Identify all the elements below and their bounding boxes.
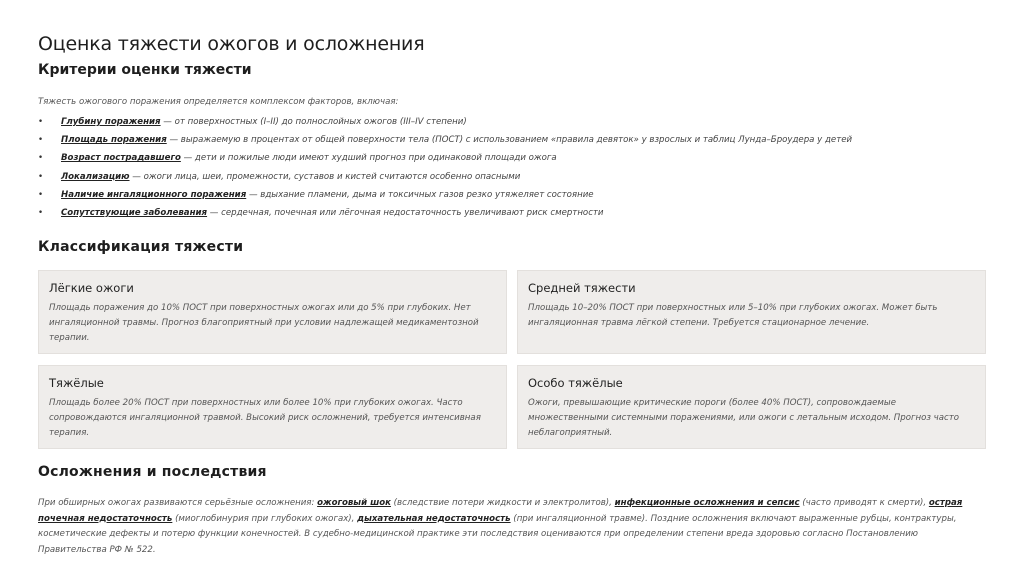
- card-text: Площадь 10–20% ПОСТ при поверхностных или 5–10% при глубоких ожогах. Может быть ингаляционная травма лёгкой степени. Требуется стационарное лечение.: [528, 303, 938, 328]
- comp-term: инфекционные осложнения и сепсис: [614, 498, 800, 508]
- bullet-icon: •: [38, 207, 44, 218]
- comp-text-part: (часто приводят к смерти),: [799, 498, 929, 508]
- comp-text-part: (вследствие потери жидкости и электролитов),: [390, 498, 615, 508]
- list-item: [38, 134, 988, 146]
- factors-list: [38, 116, 988, 219]
- factor-desc: — дети и пожилые люди имеют худший прогноз при одинаковой площади ожога: [180, 153, 557, 164]
- list-item: [38, 207, 988, 219]
- bullet-icon: •: [38, 171, 44, 182]
- factor-desc: — от поверхностных (I–II) до полнослойных ожогов (III–IV степени): [160, 117, 467, 127]
- card-title: Особо тяжёлые: [528, 376, 623, 390]
- severity-card-moderate: [517, 270, 986, 354]
- card-text: Площадь более 20% ПОСТ при поверхностных или более 10% при глубоких ожогах. Часто сопровождаются ингаляционной травмой. Высокий риск осложнений, требуется интенсивная терапия.: [49, 398, 481, 438]
- comp-term: ожоговый шок: [317, 498, 391, 508]
- factor-desc: — вдыхание пламени, дыма и токсичных газов резко утяжеляет состояние: [246, 189, 594, 200]
- factor-desc: — выражаемую в процентах от общей поверхности тела (ПОСТ) с использованием «правила девяток» у взрослых и таблиц Лунда–Броудера у детей: [166, 135, 853, 146]
- comp-term: дыхательная недостаточность: [357, 513, 511, 524]
- severity-card-critical: [517, 365, 986, 449]
- bullet-icon: •: [38, 153, 44, 164]
- list-item: [38, 171, 988, 183]
- comp-term: острая почечная недостаточность: [38, 498, 963, 524]
- factor-term: Площадь поражения: [61, 135, 167, 146]
- comp-text-part: При обширных ожогах развиваются серьёзные осложнения:: [38, 498, 318, 508]
- slide: [38, 30, 988, 555]
- factor-term: Сопутствующие заболевания: [61, 207, 208, 218]
- bullet-icon: •: [38, 117, 44, 127]
- page-title: Оценка тяжести ожогов и осложнения: [38, 33, 425, 55]
- complications-heading: Осложнения и последствия: [38, 464, 267, 480]
- factor-term: Возраст пострадавшего: [61, 153, 181, 164]
- card-text: Ожоги, превышающие критические пороги (более 40% ПОСТ), сопровождаемые множественными системными поражениями, или ожоги с летальным исходом. Прогноз часто неблагоприятный.: [528, 398, 960, 438]
- intro-text: Тяжесть ожогового поражения определяется комплексом факторов, включая:: [38, 97, 399, 107]
- card-text: Площадь поражения до 10% ПОСТ при поверхностных ожогах или до 5% при глубоких. Нет ингаляционной травмы. Прогноз благоприятный при условии надлежащей медикаментозной терапии.: [49, 303, 479, 343]
- factor-term: Наличие ингаляционного поражения: [61, 189, 247, 200]
- card-title: Тяжёлые: [49, 376, 104, 390]
- list-item: [38, 189, 988, 201]
- card-title: Лёгкие ожоги: [49, 281, 134, 295]
- bullet-icon: •: [38, 189, 44, 200]
- card-title: Средней тяжести: [528, 281, 636, 295]
- list-item: [38, 152, 988, 164]
- factor-term: Локализацию: [61, 171, 130, 182]
- severity-card-severe: [38, 365, 507, 449]
- factor-term: Глубину поражения: [61, 117, 161, 127]
- page-subtitle: Критерии оценки тяжести: [38, 62, 252, 78]
- classification-heading: Классификация тяжести: [38, 239, 244, 255]
- comp-text-part: (при ингаляционной травме). Поздние осложнения включают выраженные рубцы, контрактуры, косметические дефекты и потерю функции конечностей. В судебно-медицинской практике эти последствия оцениваются при определении степени вреда здоровью согласно Постановлению Правительства РФ № 522.: [38, 513, 957, 555]
- severity-card-mild: [38, 270, 507, 354]
- complications-text: [38, 496, 978, 558]
- factor-desc: — ожоги лица, шеи, промежности, суставов и кистей считаются особенно опасными: [129, 171, 521, 182]
- comp-text-part: (миоглобинурия при глубоких ожогах),: [172, 513, 358, 524]
- list-item: [38, 116, 988, 128]
- bullet-icon: •: [38, 135, 44, 146]
- factor-desc: — сердечная, почечная или лёгочная недостаточность увеличивают риск смертности: [207, 207, 604, 218]
